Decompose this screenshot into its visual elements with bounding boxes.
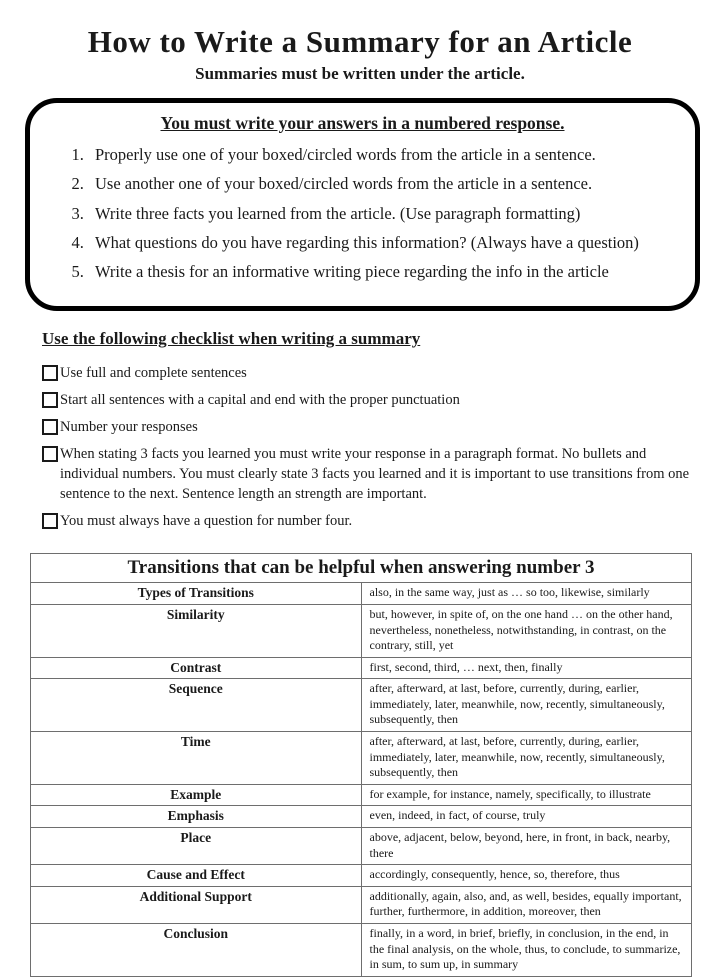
transition-words-cell: for example, for instance, namely, specifically, to illustrate bbox=[361, 784, 692, 806]
transition-type-cell: Conclusion bbox=[31, 924, 362, 977]
table-row bbox=[31, 806, 692, 828]
transition-words-cell: additionally, again, also, and, as well, besides, equally important, further, furthermore, in addition, moreover, then bbox=[361, 886, 692, 923]
table-row bbox=[31, 732, 692, 785]
checklist-item bbox=[42, 363, 690, 383]
transition-words-cell: even, indeed, in fact, of course, truly bbox=[361, 806, 692, 828]
checklist-item-label: When stating 3 facts you learned you must write your response in a paragraph format. No bullets and individual numbers. You must clearly state 3 facts you learned and it is important to use transitions from one sentence to the next. Sentence length an strength are important. bbox=[60, 446, 690, 503]
checkbox-icon bbox=[42, 446, 58, 462]
transition-type-cell: Cause and Effect bbox=[31, 865, 362, 887]
answer-list-item: 4. What questions do you have regarding this information? (Always have a question) bbox=[88, 232, 667, 254]
checkbox-icon bbox=[42, 365, 58, 381]
transition-type-cell: Contrast bbox=[31, 657, 362, 679]
checklist bbox=[42, 363, 690, 531]
transition-words-cell: above, adjacent, below, beyond, here, in front, in back, nearby, there bbox=[361, 828, 692, 865]
transition-type-cell: Similarity bbox=[31, 604, 362, 657]
worksheet-page bbox=[0, 24, 720, 972]
transition-words-cell: after, afterward, at last, before, currently, during, earlier, immediately, later, meanwhile, now, recently, simultaneously, subsequently, then bbox=[361, 679, 692, 732]
answer-box-heading: You must write your answers in a numbered response. bbox=[160, 113, 565, 133]
table-row bbox=[31, 679, 692, 732]
table-row bbox=[31, 828, 692, 865]
transitions-table-body bbox=[31, 583, 692, 976]
checklist-item bbox=[42, 417, 690, 437]
table-row bbox=[31, 886, 692, 923]
checklist-item-label: Use full and complete sentences bbox=[60, 365, 247, 382]
transitions-table-title-row bbox=[31, 554, 692, 583]
transition-words-cell: also, in the same way, just as … so too, likewise, similarly bbox=[361, 583, 692, 605]
checklist-item bbox=[42, 390, 690, 410]
transition-type-cell: Additional Support bbox=[31, 886, 362, 923]
transition-type-cell: Time bbox=[31, 732, 362, 785]
answer-list bbox=[58, 144, 667, 283]
answer-list-item: 5. Write a thesis for an informative writing piece regarding the info in the article bbox=[88, 261, 667, 283]
answer-list-item: 2. Use another one of your boxed/circled words from the article in a sentence. bbox=[88, 173, 667, 195]
transition-words-cell: first, second, third, … next, then, finally bbox=[361, 657, 692, 679]
answer-list-item: 3. Write three facts you learned from the article. (Use paragraph formatting) bbox=[88, 203, 667, 225]
page-title: How to Write a Summary for an Article bbox=[87, 24, 633, 59]
transition-type-cell: Sequence bbox=[31, 679, 362, 732]
checklist-item-label: You must always have a question for number four. bbox=[60, 513, 353, 530]
table-row bbox=[31, 784, 692, 806]
transition-type-cell: Place bbox=[31, 828, 362, 865]
transition-words-cell: accordingly, consequently, hence, so, therefore, thus bbox=[361, 865, 692, 887]
transitions-table-title: Transitions that can be helpful when answering number 3 bbox=[31, 554, 692, 583]
checkbox-icon bbox=[42, 392, 58, 408]
transition-words-cell: after, afterward, at last, before, currently, during, earlier, immediately, later, meanwhile, now, recently, simultaneously, subsequently, then bbox=[361, 732, 692, 785]
checklist-item bbox=[42, 511, 690, 531]
answer-box bbox=[25, 98, 700, 311]
transition-type-cell: Types of Transitions bbox=[31, 583, 362, 605]
checklist-item-label: Start all sentences with a capital and end with the proper punctuation bbox=[60, 392, 460, 409]
transition-type-cell: Example bbox=[31, 784, 362, 806]
checklist-item-label: Number your responses bbox=[60, 419, 198, 436]
transitions-table bbox=[30, 553, 692, 976]
checklist-heading: Use the following checklist when writing a summary bbox=[42, 329, 421, 349]
transition-type-cell: Emphasis bbox=[31, 806, 362, 828]
table-row bbox=[31, 657, 692, 679]
page-subtitle: Summaries must be written under the article. bbox=[195, 64, 525, 83]
transition-words-cell: finally, in a word, in brief, briefly, in conclusion, in the end, in the final analysis, on the whole, thus, to conclude, to summarize, in sum, to sum up, in summary bbox=[361, 924, 692, 977]
answer-list-item: 1. Properly use one of your boxed/circled words from the article in a sentence. bbox=[88, 144, 667, 166]
table-row bbox=[31, 924, 692, 977]
table-row bbox=[31, 865, 692, 887]
checkbox-icon bbox=[42, 419, 58, 435]
table-row bbox=[31, 583, 692, 605]
table-row bbox=[31, 604, 692, 657]
checklist-item bbox=[42, 444, 690, 504]
checkbox-icon bbox=[42, 513, 58, 529]
transition-words-cell: but, however, in spite of, on the one hand … on the other hand, nevertheless, nonetheless, notwithstanding, in contrast, on the contrary, still, yet bbox=[361, 604, 692, 657]
